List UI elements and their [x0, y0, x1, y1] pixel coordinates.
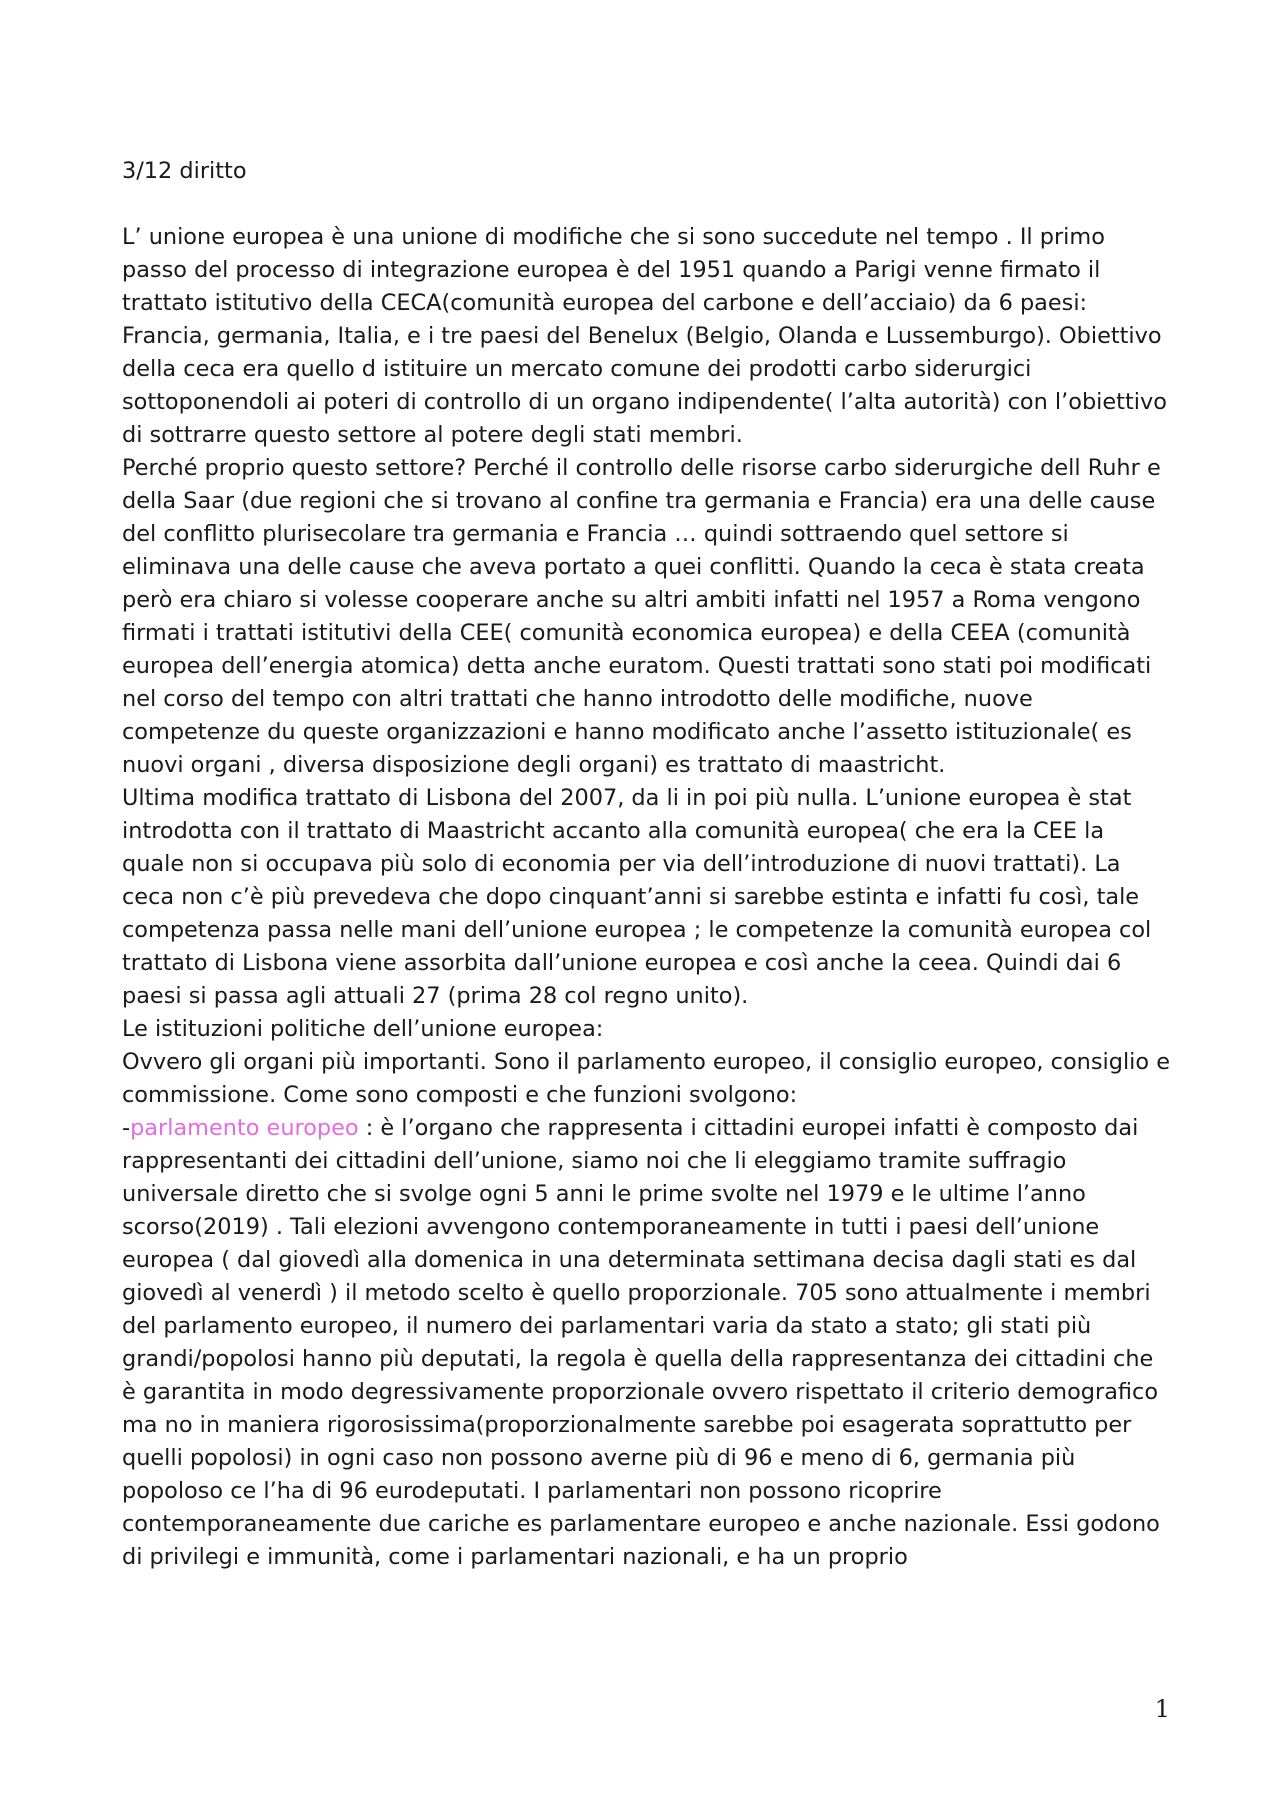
paragraph-parlamento [122, 1112, 1172, 1574]
list-dash: - [122, 1115, 131, 1141]
page-number: 1 [1154, 1695, 1170, 1723]
section-heading: Le istituzioni politiche dell’unione europea: [122, 1016, 604, 1042]
blank-line [122, 188, 1172, 221]
paragraph-4: Ovvero gli organi più importanti. Sono il parlamento europeo, il consiglio europeo, consiglio e commissione. Come sono composti e che funzioni svolgono: [122, 1049, 1170, 1108]
paragraph-2: Perché proprio questo settore? Perché il controllo delle risorse carbo siderurgiche dell Ruhr e della Saar (due regioni che si trovano al confine tra germania e Francia) era una delle cause del conflitto plurisecolare tra germania e Francia … quindi sottraendo quel settore si eliminava una delle cause che aveva portato a quei conflitti. Quando la ceca è stata creata però era chiaro si volesse cooperare anche su altri ambiti infatti nel 1957 a Roma vengono firmati i trattati istitutivi della CEE( comunità economica europea) e della CEEA (comunità europea dell’energia atomica) detta anche euratom. Questi trattati sono stati poi modificati nel corso del tempo con altri trattati che hanno introdotto delle modifiche, nuove competenze du queste organizzazioni e hanno modificato anche l’assetto istituzionale( es nuovi organi , diversa disposizione degli organi) es trattato di maastricht. [122, 455, 1161, 778]
paragraph-1: L’ unione europea è una unione di modifiche che si sono succedute nel tempo . Il primo passo del processo di integrazione europea è del 1951 quando a Parigi venne firmato il trattato istitutivo della CECA(comunità europea del carbone e dell’acciaio) da 6 paesi: Francia, germania, Italia, e i tre paesi del Benelux (Belgio, Olanda e Lussemburgo). Obiettivo della ceca era quello d istituire un mercato comune dei prodotti carbo siderurgici sottoponendoli ai poteri di controllo di un organo indipendente( l’alta autorità) con l’obiettivo di sottrarre questo settore al potere degli stati membri. [122, 224, 1167, 448]
paragraph-parlamento-text: : è l’organo che rappresenta i cittadini europei infatti è composto dai rappresentanti dei cittadini dell’unione, siamo noi che li eleggiamo tramite suffragio universale diretto che si svolge ogni 5 anni le prime svolte nel 1979 e le ultime l’anno scorso(2019) . Tali elezioni avvengono contemporaneamente in tutti i paesi dell’unione europea ( dal giovedì alla domenica in una determinata settimana decisa dagli stati es dal giovedì al venerdì ) il metodo scelto è quello proporzionale. 705 sono attualmente i membri del parlamento europeo, il numero dei parlamentari varia da stato a stato; gli stati più grandi/popolosi hanno più deputati, la regola è quella della rappresentanza dei cittadini che è garantita in modo degressivamente proporzionale ovvero rispettato il criterio demografico ma no in maniera rigorosissima(proporzionalmente sarebbe poi esagerata soprattutto per quelli popolosi) in ogni caso non possono averne più di 96 e meno di 6, germania più popoloso ce l’ha di 96 eurodeputati. I parlamentari non possono ricoprire contemporaneamente due cariche es parlamentare europeo e anche nazionale. Essi godono di privilegi e immunità, come i parlamentari nazionali, e ha un proprio [122, 1115, 1160, 1570]
page-heading: 3/12 diritto [122, 158, 247, 184]
highlighted-term: parlamento europeo [130, 1115, 366, 1141]
page-content [122, 155, 1172, 1574]
paragraph-3: Ultima modifica trattato di Lisbona del 2007, da li in poi più nulla. L’unione europea è stat introdotta con il trattato di Maastricht accanto alla comunità europea( che era la CEE la quale non si occupava più solo di economia per via dell’introduzione di nuovi trattati). La ceca non c’è più prevedeva che dopo cinquant’anni si sarebbe estinta e infatti fu così, tale competenza passa nelle mani dell’unione europea ; le competenze la comunità europea col trattato di Lisbona viene assorbita dall’unione europea e così anche la ceea. Quindi dai 6 paesi si passa agli attuali 27 (prima 28 col regno unito). [122, 785, 1152, 1009]
